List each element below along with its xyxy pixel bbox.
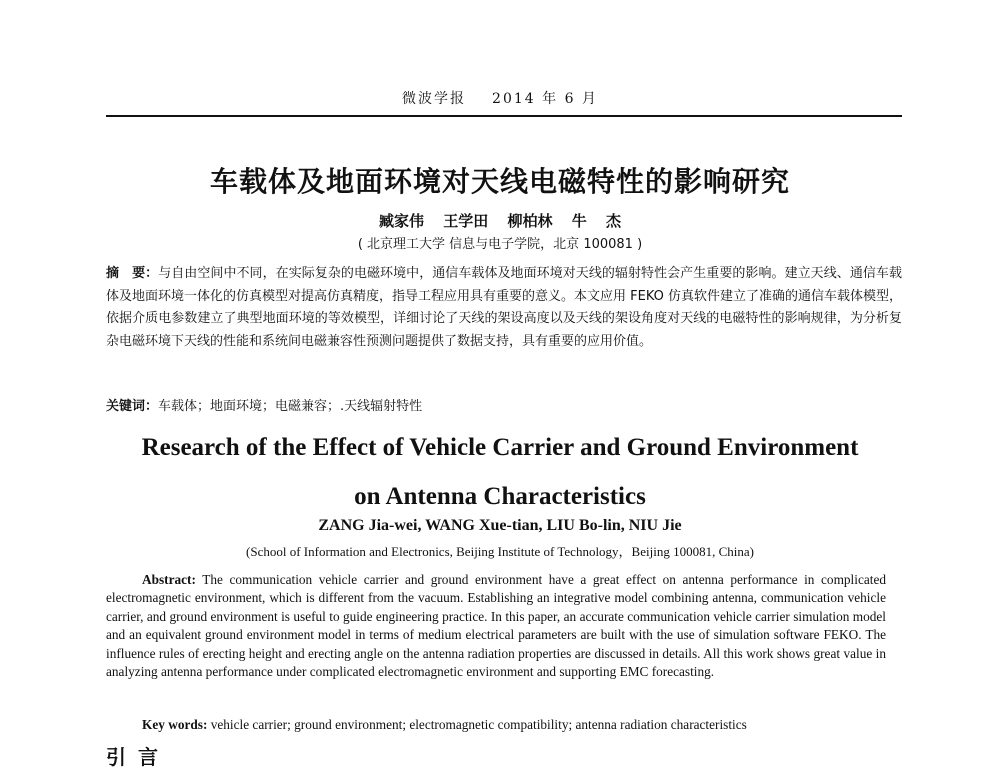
authors-english: ZANG Jia-wei, WANG Xue-tian, LIU Bo-lin, NIU Jie <box>318 517 682 534</box>
title-english-line-2: on Antenna Characteristics <box>354 483 646 510</box>
author-name: 臧家伟 <box>378 212 424 230</box>
header-rule <box>106 115 902 117</box>
section-heading-introduction: 引言 <box>106 745 170 769</box>
abstract-text-english: The communication vehicle carrier and ground environment have a great effect on antenna performance in complicated electromagnetic environment, which is different from the vacuum. Establishing an integrative model combining antenna, communication vehicle carrier, and ground environment is useful to guide engineering practice. In this paper, an accurate communication vehicle carrier simulation model and an equivalent ground environment model in terms of medium electrical parameters are built with the use of simulation software FEKO. The influence rules of erecting height and erecting angle on the antenna radiation properties are discussed in details. All this work shows great value in analyzing antenna performance under complicated electromagnetic environment and supporting EMC forecasting. <box>106 572 886 680</box>
running-header <box>0 88 1000 108</box>
title-chinese: 车载体及地面环境对天线电磁特性的影响研究 <box>209 165 790 198</box>
abstract-text-chinese: 与自由空间中不同，在实际复杂的电磁环境中，通信车载体及地面环境对天线的辐射特性会产生重要的影响。建立天线、通信车载体及地面环境一体化的仿真模型对提高仿真精度，指导工程应用具有重要的意义。本文应用 FEKO 仿真软件建立了准确的通信车载体模型，依据介质电参数建立了典型地面环境的等效模型，详细讨论了天线的架设高度以及天线的架设角度对天线的电磁特性的影响规律，为分析复杂电磁环境下天线的性能和系统间电磁兼容性预测问题提供了数据支持，具有重要的应用价值。 <box>106 266 903 349</box>
authors-chinese <box>0 210 1000 231</box>
journal-name: 微波学报 <box>402 91 467 107</box>
abstract-label-english: Abstract: <box>142 572 196 587</box>
keywords-chinese <box>106 395 902 414</box>
keywords-label-english: Key words: <box>142 717 208 732</box>
author-name: 王学田 <box>443 212 489 230</box>
issue-date: 2014 年 6 月 <box>492 91 598 107</box>
keywords-text-english: vehicle carrier; ground environment; electromagnetic compatibility; antenna radiation characteristics <box>207 717 747 732</box>
affiliation-english: (School of Information and Electronics, Beijing Institute of Technology，Beijing 100081, China) <box>246 544 754 559</box>
title-english <box>0 423 1000 521</box>
author-name: 杰 <box>605 212 621 230</box>
abstract-english <box>106 571 886 681</box>
keywords-english <box>142 717 902 733</box>
keywords-text-chinese: 车载体；地面环境；电磁兼容；.天线辐射特性 <box>158 399 423 414</box>
keywords-label-chinese: 关键词： <box>106 399 159 414</box>
title-english-line-1: Research of the Effect of Vehicle Carrier and Ground Environment <box>141 434 859 461</box>
abstract-label-chinese: 摘 要： <box>106 266 159 281</box>
affiliation-chinese: ( 北京理工大学 信息与电子学院，北京 100081 ) <box>357 237 643 252</box>
author-name: 柳柏林 <box>507 212 553 230</box>
abstract-chinese <box>106 263 902 353</box>
author-name: 牛 <box>571 212 587 230</box>
